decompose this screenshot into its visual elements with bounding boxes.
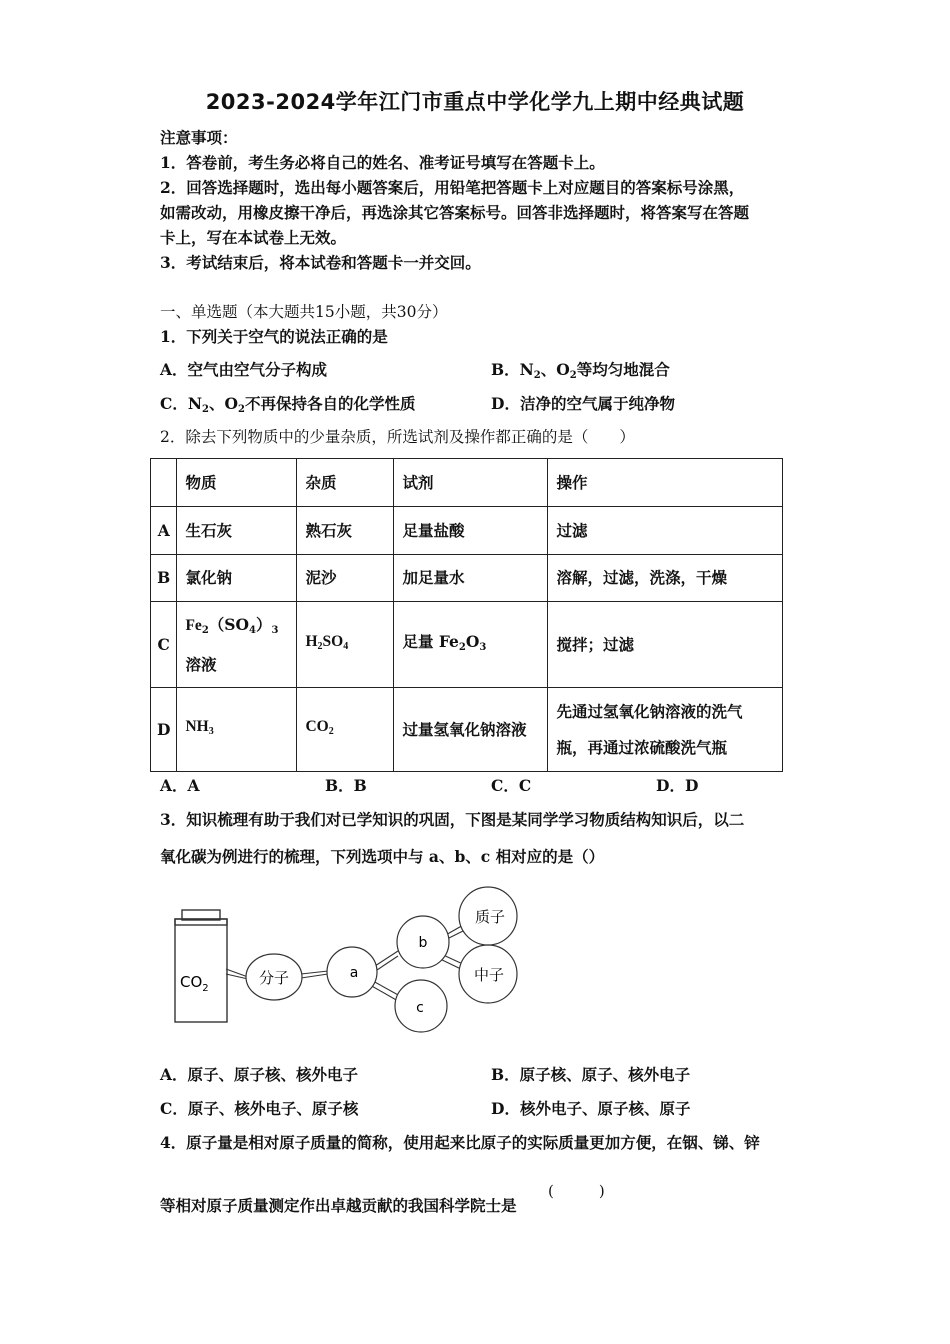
table-header-cell: 试剂	[394, 459, 548, 507]
table-row	[151, 555, 783, 602]
table-row	[151, 602, 783, 688]
q2-table	[150, 458, 783, 772]
q4-stem-line-1: 4．原子量是相对原子质量的简称，使用起来比原子的实际质量更加方便，在铟、锑、锌	[160, 1133, 760, 1152]
q3-option-c: C．原子、核外电子、原子核	[160, 1099, 359, 1118]
table-header-cell	[151, 459, 177, 507]
bottle-label: $CO_2$	[180, 973, 209, 994]
q4-stem-line-2: 等相对原子质量测定作出卓越贡献的我国科学院士是	[160, 1196, 517, 1215]
notice-line-2: 2．回答选择题时，选出每小题答案后，用铅笔把答题卡上对应题目的答案标号涂黑，	[160, 178, 745, 197]
table-cell: 过量氢氧化钠溶液	[394, 688, 548, 772]
q1-option-d: D．洁净的空气属于纯净物	[491, 394, 675, 413]
q1-option-b: B．$N_2$、$O_2$等均匀地混合	[491, 360, 670, 381]
notice-line-5: 3．考试结束后，将本试卷和答题卡一并交回。	[160, 253, 481, 272]
q2-option-c: C．C	[491, 776, 532, 795]
page-title: 2023-2024学年江门市重点中学化学九上期中经典试题	[205, 90, 745, 114]
proton-label: 质子	[474, 908, 506, 926]
q1-stem: 1．下列关于空气的说法正确的是	[160, 327, 388, 346]
table-cell: 加足量水	[394, 555, 548, 602]
table-cell: D	[151, 688, 177, 772]
q3-option-b: B．原子核、原子、核外电子	[491, 1065, 691, 1084]
notice-heading: 注意事项：	[160, 128, 238, 147]
table-row	[151, 507, 783, 555]
table-cell: 过滤	[548, 507, 783, 555]
table-cell: 先通过氢氧化钠溶液的洗气 瓶，再通过浓硫酸洗气瓶	[548, 688, 783, 772]
notice-line-3: 如需改动，用橡皮擦干净后，再选涂其它答案标号。回答非选择题时，将答案写在答题	[160, 203, 750, 222]
table-header-cell: 杂质	[297, 459, 394, 507]
table-cell: $Fe_2(SO_4)_3$ 溶液	[177, 602, 297, 688]
table-row	[151, 688, 783, 772]
q3-stem-line-1: 3．知识梳理有助于我们对已学知识的巩固，下图是某同学学习物质结构知识后，以二	[160, 810, 745, 829]
label-c: c	[416, 1000, 424, 1016]
section-heading: 一、单选题（本大题共15小题，共30分）	[160, 303, 448, 321]
neutron-label: 中子	[473, 966, 505, 984]
table-cell: 生石灰	[177, 507, 297, 555]
q3-option-a: A．原子、原子核、核外电子	[160, 1065, 359, 1084]
reagent-bottle-icon	[175, 910, 227, 1022]
label-b: b	[418, 935, 428, 951]
q2-option-a: A．A	[160, 776, 200, 795]
table-cell: 氯化钠	[177, 555, 297, 602]
table-cell: 泥沙	[297, 555, 394, 602]
table-header-cell: 物质	[177, 459, 297, 507]
table-cell: A	[151, 507, 177, 555]
table-cell: $NH_3$	[177, 688, 297, 772]
molecule-label: 分子	[258, 969, 290, 987]
label-a: a	[349, 965, 359, 981]
table-cell: 溶解，过滤，洗涤，干燥	[548, 555, 783, 602]
table-cell: $CO_2$	[297, 688, 394, 772]
table-cell: $H_2SO_4$	[297, 602, 394, 688]
q2-option-b: B．B	[325, 776, 367, 795]
answer-parentheses: ( )	[548, 1182, 605, 1200]
q1-option-a: A．空气由空气分子构成	[160, 360, 328, 379]
co2-structure-diagram	[160, 884, 530, 1034]
table-cell: 足量盐酸	[394, 507, 548, 555]
q1-option-c: C．$N_2$、$O_2$不再保持各自的化学性质	[160, 394, 416, 415]
notice-line-4: 卡上，写在本试卷上无效。	[160, 228, 347, 247]
q2-option-d: D．D	[656, 776, 699, 795]
table-cell: 搅拌；过滤	[548, 602, 783, 688]
q2-stem: 2．除去下列物质中的少量杂质，所选试剂及操作都正确的是（ ）	[160, 428, 635, 446]
q3-option-d: D．核外电子、原子核、原子	[491, 1099, 691, 1118]
table-header-row	[151, 459, 783, 507]
table-cell: C	[151, 602, 177, 688]
table-cell: 足量 $Fe_2O_3$	[394, 602, 548, 688]
q3-stem-line-2: 氧化碳为例进行的梳理，下列选项中与 a、b、c 相对应的是（）	[160, 847, 605, 866]
notice-line-1: 1．答卷前，考生务必将自己的姓名、准考证号填写在答题卡上。	[160, 153, 605, 172]
table-cell: B	[151, 555, 177, 602]
table-header-cell: 操作	[548, 459, 783, 507]
table-cell: 熟石灰	[297, 507, 394, 555]
